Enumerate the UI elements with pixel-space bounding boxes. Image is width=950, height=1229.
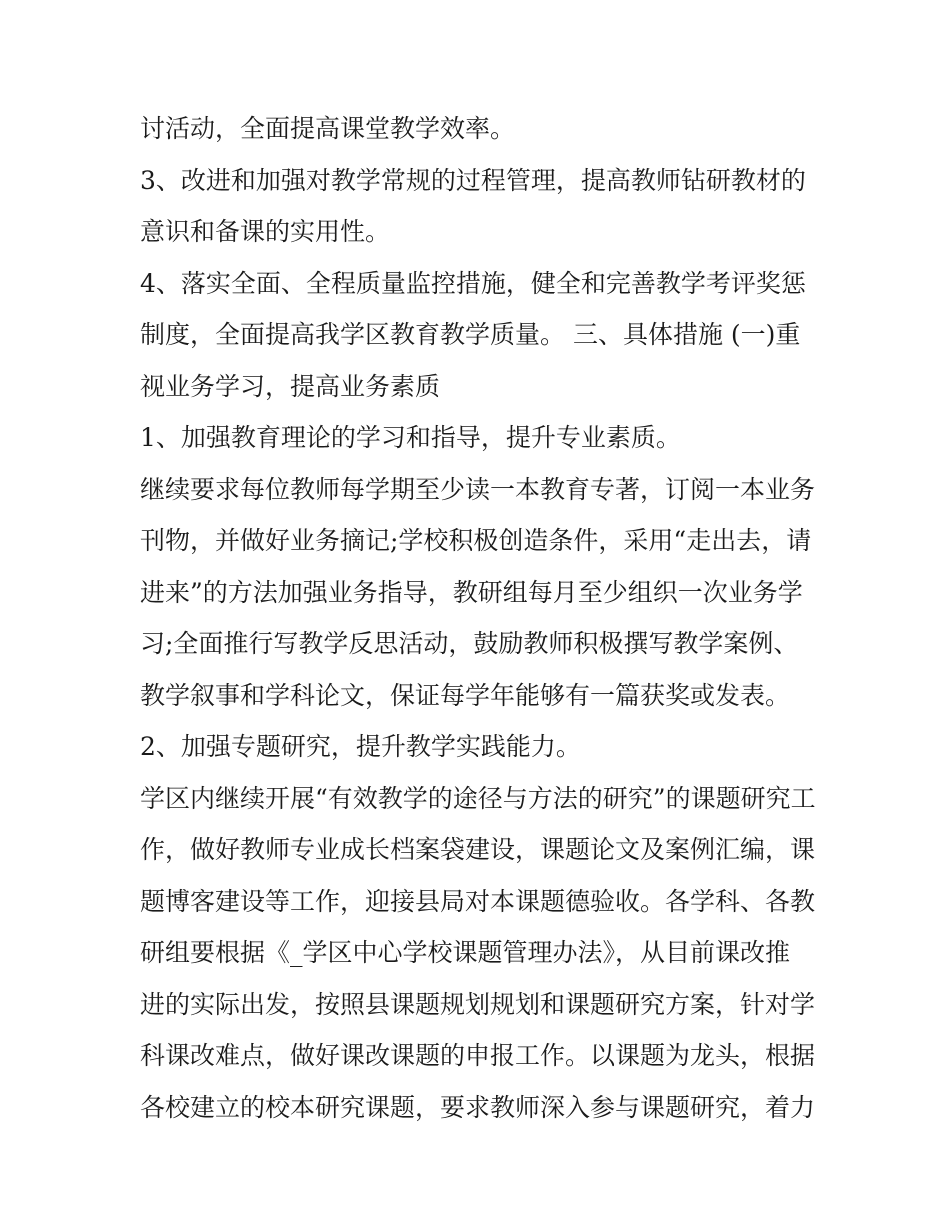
- text-line: 继续要求每位教师每学期至少读一本教育专著，订阅一本业务: [140, 474, 816, 504]
- text-line: 习;全面推行写教学反思活动，鼓励教师积极撰写教学案例、: [140, 629, 799, 658]
- text-line: 各校建立的校本研究课题，要求教师深入参与课题研究，着力: [140, 1092, 816, 1122]
- text-line: 进的实际出发，按照县课题规划规划和课题研究方案，针对学: [140, 989, 816, 1019]
- text-line: 3、改进和加强对教学常规的过程管理，提高教师钻研教材的: [140, 165, 806, 195]
- text-line: 研组要根据《_学区中心学校课题管理办法》，从目前课改推: [140, 938, 791, 967]
- text-line: 意识和备课的实用性。: [140, 217, 391, 246]
- text-line: 刊物，并做好业务摘记;学校积极创造条件，采用“走出去，请: [140, 526, 812, 555]
- text-line: 科课改难点，做好课改课题的申报工作。以课题为龙头，根据: [140, 1041, 816, 1070]
- text-line: 题博客建设等工作，迎接县局对本课题德验收。各学科、各教: [140, 886, 816, 916]
- text-line: 学区内继续开展“有效教学的途径与方法的研究”的课题研究工: [140, 783, 816, 813]
- text-line: 作，做好教师专业成长档案袋建设，课题论文及案例汇编，课: [140, 835, 816, 864]
- text-line: 讨活动，全面提高课堂教学效率。: [140, 114, 516, 143]
- text-line: 教学叙事和学科论文，保证每学年能够有一篇获奖或发表。: [140, 680, 791, 710]
- text-line: 视业务学习，提高业务素质: [140, 371, 441, 401]
- text-line: 4、落实全面、全程质量监控措施，健全和完善教学考评奖惩: [140, 268, 806, 298]
- text-line: 制度，全面提高我学区教育教学质量。 三、具体措施 (一)重: [140, 320, 801, 349]
- document-body: [140, 103, 830, 1133]
- text-line: 1、加强教育理论的学习和指导，提升专业素质。: [140, 423, 681, 452]
- text-line: 进来”的方法加强业务指导，教研组每月至少组织一次业务学: [140, 577, 803, 607]
- text-line: 2、加强专题研究，提升教学实践能力。: [140, 732, 581, 761]
